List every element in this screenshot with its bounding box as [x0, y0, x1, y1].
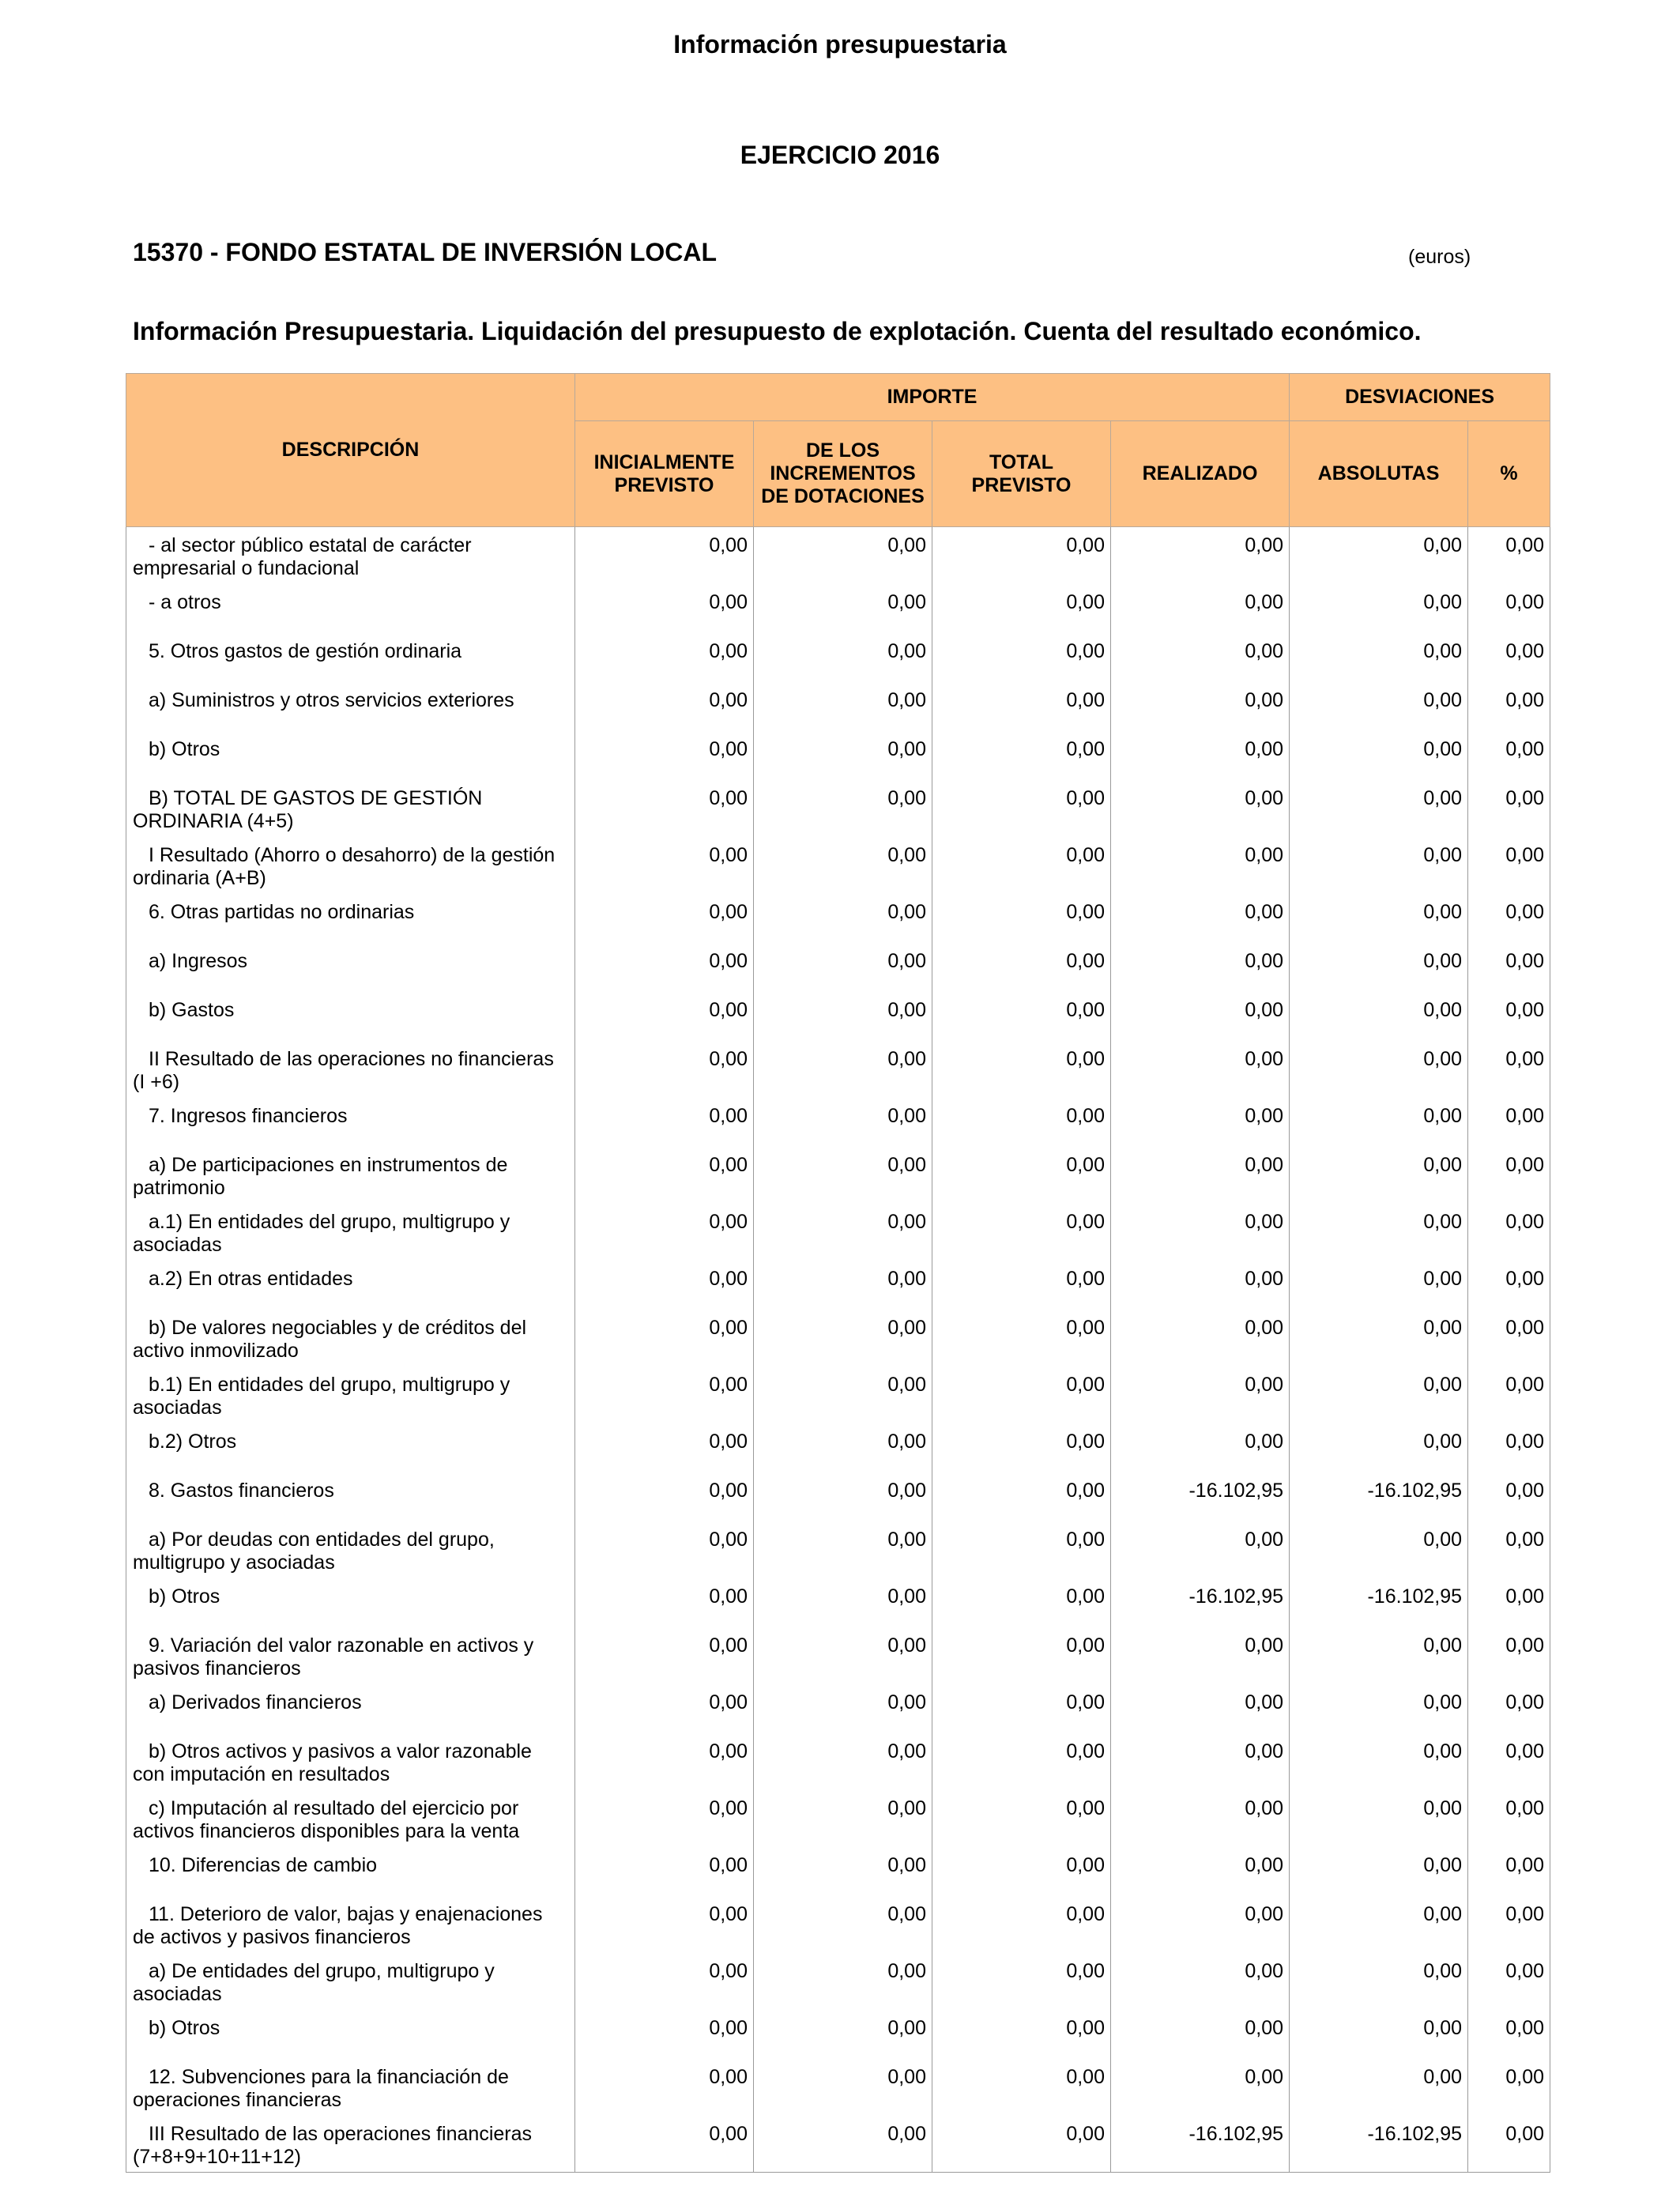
cell-inicialmente: 0,00 — [575, 1847, 754, 1896]
table-row — [126, 1310, 1550, 1367]
header-total-previsto: TOTAL PREVISTO — [932, 421, 1111, 527]
table-row — [126, 943, 1550, 992]
cell-incrementos: 0,00 — [754, 1423, 932, 1472]
cell-realizado: 0,00 — [1111, 1041, 1290, 1098]
table-row — [126, 837, 1550, 894]
cell-absolutas: 0,00 — [1290, 992, 1468, 1041]
cell-inicialmente: 0,00 — [575, 1733, 754, 1790]
cell-absolutas: 0,00 — [1290, 1953, 1468, 2010]
cell-realizado: 0,00 — [1111, 1098, 1290, 1147]
table-row — [126, 894, 1550, 943]
row-description: III Resultado de las operaciones financieras (7+8+9+10+11+12) — [126, 2116, 575, 2173]
cell-total-previsto: 0,00 — [932, 1896, 1111, 1953]
row-description: a) Derivados financieros — [126, 1684, 575, 1733]
cell-percent: 0,00 — [1468, 780, 1550, 837]
cell-inicialmente: 0,00 — [575, 1578, 754, 1627]
cell-inicialmente: 0,00 — [575, 1790, 754, 1847]
row-description: b.2) Otros — [126, 1423, 575, 1472]
row-description: b) Otros activos y pasivos a valor razonable con imputación en resultados — [126, 1733, 575, 1790]
table-row — [126, 992, 1550, 1041]
cell-total-previsto: 0,00 — [932, 527, 1111, 584]
cell-total-previsto: 0,00 — [932, 2116, 1111, 2173]
row-description: II Resultado de las operaciones no financieras (I +6) — [126, 1041, 575, 1098]
cell-total-previsto: 0,00 — [932, 1423, 1111, 1472]
cell-percent: 0,00 — [1468, 682, 1550, 731]
table-row — [126, 1896, 1550, 1953]
cell-inicialmente: 0,00 — [575, 780, 754, 837]
row-description: - a otros — [126, 584, 575, 633]
header-descripcion: DESCRIPCIÓN — [126, 374, 575, 527]
cell-total-previsto: 0,00 — [932, 1578, 1111, 1627]
cell-percent: 0,00 — [1468, 1684, 1550, 1733]
table-row — [126, 1953, 1550, 2010]
row-description: b) Otros — [126, 731, 575, 780]
cell-incrementos: 0,00 — [754, 682, 932, 731]
header-incrementos-dotaciones: DE LOS INCREMENTOS DE DOTACIONES — [754, 421, 932, 527]
cell-total-previsto: 0,00 — [932, 1790, 1111, 1847]
cell-total-previsto: 0,00 — [932, 1733, 1111, 1790]
table-row — [126, 1684, 1550, 1733]
cell-total-previsto: 0,00 — [932, 992, 1111, 1041]
cell-absolutas: 0,00 — [1290, 1261, 1468, 1310]
cell-inicialmente: 0,00 — [575, 1627, 754, 1684]
cell-total-previsto: 0,00 — [932, 1847, 1111, 1896]
cell-realizado: 0,00 — [1111, 1627, 1290, 1684]
cell-realizado: 0,00 — [1111, 633, 1290, 682]
cell-total-previsto: 0,00 — [932, 943, 1111, 992]
cell-inicialmente: 0,00 — [575, 2059, 754, 2116]
cell-absolutas: 0,00 — [1290, 1847, 1468, 1896]
row-description: 9. Variación del valor razonable en activos y pasivos financieros — [126, 1627, 575, 1684]
table-row — [126, 2059, 1550, 2116]
row-description: 6. Otras partidas no ordinarias — [126, 894, 575, 943]
row-description: a) De participaciones en instrumentos de patrimonio — [126, 1147, 575, 1204]
cell-realizado: -16.102,95 — [1111, 2116, 1290, 2173]
cell-percent: 0,00 — [1468, 2059, 1550, 2116]
row-description: 5. Otros gastos de gestión ordinaria — [126, 633, 575, 682]
table-row — [126, 633, 1550, 682]
cell-total-previsto: 0,00 — [932, 1204, 1111, 1261]
cell-absolutas: 0,00 — [1290, 682, 1468, 731]
cell-realizado: 0,00 — [1111, 2010, 1290, 2059]
cell-inicialmente: 0,00 — [575, 894, 754, 943]
cell-incrementos: 0,00 — [754, 1578, 932, 1627]
cell-inicialmente: 0,00 — [575, 1684, 754, 1733]
cell-percent: 0,00 — [1468, 1041, 1550, 1098]
table-row — [126, 584, 1550, 633]
header-absolutas: ABSOLUTAS — [1290, 421, 1468, 527]
cell-inicialmente: 0,00 — [575, 1204, 754, 1261]
cell-absolutas: 0,00 — [1290, 1204, 1468, 1261]
cell-total-previsto: 0,00 — [932, 1953, 1111, 2010]
row-description: b) De valores negociables y de créditos del activo inmovilizado — [126, 1310, 575, 1367]
cell-total-previsto: 0,00 — [932, 633, 1111, 682]
header-inicialmente-previsto: INICIALMENTE PREVISTO — [575, 421, 754, 527]
cell-total-previsto: 0,00 — [932, 1367, 1111, 1423]
cell-realizado: 0,00 — [1111, 1847, 1290, 1896]
row-description: - al sector público estatal de carácter empresarial o fundacional — [126, 527, 575, 584]
cell-realizado: 0,00 — [1111, 1423, 1290, 1472]
row-description: a.2) En otras entidades — [126, 1261, 575, 1310]
row-description: b) Gastos — [126, 992, 575, 1041]
cell-absolutas: 0,00 — [1290, 731, 1468, 780]
table-row — [126, 780, 1550, 837]
cell-inicialmente: 0,00 — [575, 2010, 754, 2059]
cell-absolutas: 0,00 — [1290, 1310, 1468, 1367]
cell-percent: 0,00 — [1468, 1733, 1550, 1790]
cell-absolutas: 0,00 — [1290, 584, 1468, 633]
cell-absolutas: 0,00 — [1290, 1423, 1468, 1472]
table-row — [126, 731, 1550, 780]
cell-incrementos: 0,00 — [754, 1684, 932, 1733]
table-row — [126, 1098, 1550, 1147]
cell-total-previsto: 0,00 — [932, 584, 1111, 633]
cell-percent: 0,00 — [1468, 1472, 1550, 1521]
row-description: B) TOTAL DE GASTOS DE GESTIÓN ORDINARIA (4+5) — [126, 780, 575, 837]
cell-percent: 0,00 — [1468, 992, 1550, 1041]
cell-incrementos: 0,00 — [754, 1041, 932, 1098]
table-row — [126, 1627, 1550, 1684]
cell-absolutas: -16.102,95 — [1290, 2116, 1468, 2173]
cell-absolutas: -16.102,95 — [1290, 1472, 1468, 1521]
cell-incrementos: 0,00 — [754, 1733, 932, 1790]
cell-realizado: 0,00 — [1111, 1521, 1290, 1578]
cell-total-previsto: 0,00 — [932, 682, 1111, 731]
cell-incrementos: 0,00 — [754, 837, 932, 894]
cell-percent: 0,00 — [1468, 527, 1550, 584]
cell-inicialmente: 0,00 — [575, 1310, 754, 1367]
cell-total-previsto: 0,00 — [932, 2010, 1111, 2059]
row-description: a.1) En entidades del grupo, multigrupo y asociadas — [126, 1204, 575, 1261]
cell-incrementos: 0,00 — [754, 780, 932, 837]
cell-absolutas: 0,00 — [1290, 1896, 1468, 1953]
cell-realizado: 0,00 — [1111, 1896, 1290, 1953]
cell-percent: 0,00 — [1468, 1578, 1550, 1627]
cell-realizado: 0,00 — [1111, 682, 1290, 731]
cell-absolutas: 0,00 — [1290, 1790, 1468, 1847]
cell-total-previsto: 0,00 — [932, 1147, 1111, 1204]
cell-realizado: 0,00 — [1111, 943, 1290, 992]
cell-percent: 0,00 — [1468, 731, 1550, 780]
cell-incrementos: 0,00 — [754, 1953, 932, 2010]
cell-inicialmente: 0,00 — [575, 584, 754, 633]
cell-incrementos: 0,00 — [754, 584, 932, 633]
cell-inicialmente: 0,00 — [575, 992, 754, 1041]
cell-incrementos: 0,00 — [754, 2010, 932, 2059]
cell-realizado: 0,00 — [1111, 837, 1290, 894]
cell-incrementos: 0,00 — [754, 1261, 932, 1310]
table-row — [126, 1261, 1550, 1310]
cell-inicialmente: 0,00 — [575, 1367, 754, 1423]
row-description: 8. Gastos financieros — [126, 1472, 575, 1521]
cell-incrementos: 0,00 — [754, 1790, 932, 1847]
table-row — [126, 1204, 1550, 1261]
row-description: a) Ingresos — [126, 943, 575, 992]
row-description: I Resultado (Ahorro o desahorro) de la gestión ordinaria (A+B) — [126, 837, 575, 894]
cell-inicialmente: 0,00 — [575, 1098, 754, 1147]
header-percent: % — [1468, 421, 1550, 527]
cell-total-previsto: 0,00 — [932, 1098, 1111, 1147]
cell-percent: 0,00 — [1468, 1847, 1550, 1896]
cell-realizado: 0,00 — [1111, 1261, 1290, 1310]
cell-percent: 0,00 — [1468, 943, 1550, 992]
cell-absolutas: 0,00 — [1290, 894, 1468, 943]
cell-incrementos: 0,00 — [754, 2059, 932, 2116]
cell-realizado: 0,00 — [1111, 731, 1290, 780]
budget-table — [126, 373, 1550, 2173]
cell-realizado: 0,00 — [1111, 1733, 1290, 1790]
cell-absolutas: 0,00 — [1290, 943, 1468, 992]
cell-realizado: 0,00 — [1111, 992, 1290, 1041]
cell-absolutas: 0,00 — [1290, 837, 1468, 894]
cell-realizado: 0,00 — [1111, 1367, 1290, 1423]
cell-percent: 0,00 — [1468, 1521, 1550, 1578]
cell-absolutas: 0,00 — [1290, 1147, 1468, 1204]
cell-incrementos: 0,00 — [754, 1367, 932, 1423]
cell-absolutas: 0,00 — [1290, 1367, 1468, 1423]
cell-incrementos: 0,00 — [754, 1098, 932, 1147]
cell-realizado: 0,00 — [1111, 1684, 1290, 1733]
table-row — [126, 1847, 1550, 1896]
row-description: 7. Ingresos financieros — [126, 1098, 575, 1147]
cell-incrementos: 0,00 — [754, 1896, 932, 1953]
cell-percent: 0,00 — [1468, 1367, 1550, 1423]
row-description: 12. Subvenciones para la financiación de operaciones financieras — [126, 2059, 575, 2116]
cell-absolutas: 0,00 — [1290, 1733, 1468, 1790]
cell-incrementos: 0,00 — [754, 1147, 932, 1204]
table-row — [126, 682, 1550, 731]
cell-realizado: 0,00 — [1111, 584, 1290, 633]
cell-percent: 0,00 — [1468, 584, 1550, 633]
cell-total-previsto: 0,00 — [932, 1310, 1111, 1367]
cell-total-previsto: 0,00 — [932, 780, 1111, 837]
table-row — [126, 2010, 1550, 2059]
page-title: Información presupuestaria — [673, 30, 1007, 58]
cell-realizado: -16.102,95 — [1111, 1578, 1290, 1627]
table-row — [126, 1367, 1550, 1423]
cell-percent: 0,00 — [1468, 837, 1550, 894]
row-description: b.1) En entidades del grupo, multigrupo y asociadas — [126, 1367, 575, 1423]
cell-percent: 0,00 — [1468, 1627, 1550, 1684]
row-description: b) Otros — [126, 1578, 575, 1627]
cell-percent: 0,00 — [1468, 1953, 1550, 2010]
cell-absolutas: 0,00 — [1290, 780, 1468, 837]
cell-total-previsto: 0,00 — [932, 1521, 1111, 1578]
cell-percent: 0,00 — [1468, 2010, 1550, 2059]
cell-inicialmente: 0,00 — [575, 1041, 754, 1098]
cell-realizado: -16.102,95 — [1111, 1472, 1290, 1521]
cell-total-previsto: 0,00 — [932, 1627, 1111, 1684]
table-row — [126, 1733, 1550, 1790]
cell-inicialmente: 0,00 — [575, 1521, 754, 1578]
cell-percent: 0,00 — [1468, 633, 1550, 682]
cell-inicialmente: 0,00 — [575, 527, 754, 584]
cell-realizado: 0,00 — [1111, 1790, 1290, 1847]
cell-percent: 0,00 — [1468, 1261, 1550, 1310]
cell-absolutas: 0,00 — [1290, 1098, 1468, 1147]
entity-heading: 15370 - FONDO ESTATAL DE INVERSIÓN LOCAL — [133, 238, 718, 266]
cell-incrementos: 0,00 — [754, 2116, 932, 2173]
cell-absolutas: 0,00 — [1290, 1627, 1468, 1684]
table-row — [126, 1578, 1550, 1627]
header-desviaciones: DESVIACIONES — [1290, 374, 1550, 421]
cell-total-previsto: 0,00 — [932, 731, 1111, 780]
cell-absolutas: 0,00 — [1290, 1521, 1468, 1578]
cell-inicialmente: 0,00 — [575, 943, 754, 992]
table-row — [126, 527, 1550, 584]
cell-percent: 0,00 — [1468, 2116, 1550, 2173]
cell-incrementos: 0,00 — [754, 1627, 932, 1684]
cell-realizado: 0,00 — [1111, 527, 1290, 584]
cell-inicialmente: 0,00 — [575, 1261, 754, 1310]
row-description: b) Otros — [126, 2010, 575, 2059]
cell-percent: 0,00 — [1468, 894, 1550, 943]
cell-percent: 0,00 — [1468, 1310, 1550, 1367]
cell-inicialmente: 0,00 — [575, 1472, 754, 1521]
cell-total-previsto: 0,00 — [932, 1472, 1111, 1521]
cell-absolutas: 0,00 — [1290, 1684, 1468, 1733]
cell-inicialmente: 0,00 — [575, 2116, 754, 2173]
cell-total-previsto: 0,00 — [932, 1041, 1111, 1098]
row-description: a) Suministros y otros servicios exteriores — [126, 682, 575, 731]
cell-realizado: 0,00 — [1111, 780, 1290, 837]
cell-inicialmente: 0,00 — [575, 1953, 754, 2010]
cell-absolutas: 0,00 — [1290, 2059, 1468, 2116]
exercise-heading: EJERCICIO 2016 — [740, 141, 940, 169]
report-subtitle: Información Presupuestaria. Liquidación del presupuesto de explotación. Cuenta del resultado económico. — [133, 317, 1422, 345]
table-row — [126, 1041, 1550, 1098]
cell-realizado: 0,00 — [1111, 2059, 1290, 2116]
row-description: 10. Diferencias de cambio — [126, 1847, 575, 1896]
cell-total-previsto: 0,00 — [932, 2059, 1111, 2116]
cell-absolutas: 0,00 — [1290, 527, 1468, 584]
table-row — [126, 2116, 1550, 2173]
header-importe: IMPORTE — [575, 374, 1290, 421]
cell-percent: 0,00 — [1468, 1204, 1550, 1261]
cell-incrementos: 0,00 — [754, 1847, 932, 1896]
row-description: c) Imputación al resultado del ejercicio por activos financieros disponibles para la venta — [126, 1790, 575, 1847]
cell-incrementos: 0,00 — [754, 731, 932, 780]
cell-incrementos: 0,00 — [754, 527, 932, 584]
cell-realizado: 0,00 — [1111, 1204, 1290, 1261]
cell-inicialmente: 0,00 — [575, 1896, 754, 1953]
cell-absolutas: 0,00 — [1290, 2010, 1468, 2059]
row-description: 11. Deterioro de valor, bajas y enajenaciones de activos y pasivos financieros — [126, 1896, 575, 1953]
row-description: a) Por deudas con entidades del grupo, multigrupo y asociadas — [126, 1521, 575, 1578]
cell-percent: 0,00 — [1468, 1098, 1550, 1147]
cell-incrementos: 0,00 — [754, 943, 932, 992]
cell-percent: 0,00 — [1468, 1896, 1550, 1953]
cell-inicialmente: 0,00 — [575, 633, 754, 682]
cell-percent: 0,00 — [1468, 1147, 1550, 1204]
cell-realizado: 0,00 — [1111, 1147, 1290, 1204]
cell-incrementos: 0,00 — [754, 1472, 932, 1521]
units-label: (euros) — [1408, 246, 1471, 268]
row-description: a) De entidades del grupo, multigrupo y asociadas — [126, 1953, 575, 2010]
table-row — [126, 1790, 1550, 1847]
table-row — [126, 1147, 1550, 1204]
cell-incrementos: 0,00 — [754, 1310, 932, 1367]
cell-absolutas: 0,00 — [1290, 1041, 1468, 1098]
cell-inicialmente: 0,00 — [575, 731, 754, 780]
cell-percent: 0,00 — [1468, 1790, 1550, 1847]
cell-realizado: 0,00 — [1111, 1953, 1290, 2010]
cell-total-previsto: 0,00 — [932, 1261, 1111, 1310]
cell-realizado: 0,00 — [1111, 894, 1290, 943]
cell-inicialmente: 0,00 — [575, 682, 754, 731]
cell-absolutas: 0,00 — [1290, 633, 1468, 682]
cell-incrementos: 0,00 — [754, 633, 932, 682]
table-body — [126, 527, 1550, 2173]
header-realizado: REALIZADO — [1111, 421, 1290, 527]
cell-inicialmente: 0,00 — [575, 837, 754, 894]
cell-incrementos: 0,00 — [754, 1521, 932, 1578]
cell-incrementos: 0,00 — [754, 1204, 932, 1261]
cell-percent: 0,00 — [1468, 1423, 1550, 1472]
table-row — [126, 1423, 1550, 1472]
cell-inicialmente: 0,00 — [575, 1147, 754, 1204]
cell-total-previsto: 0,00 — [932, 894, 1111, 943]
cell-incrementos: 0,00 — [754, 894, 932, 943]
table-row — [126, 1521, 1550, 1578]
cell-incrementos: 0,00 — [754, 992, 932, 1041]
cell-inicialmente: 0,00 — [575, 1423, 754, 1472]
cell-total-previsto: 0,00 — [932, 837, 1111, 894]
cell-absolutas: -16.102,95 — [1290, 1578, 1468, 1627]
cell-realizado: 0,00 — [1111, 1310, 1290, 1367]
table-row — [126, 1472, 1550, 1521]
cell-total-previsto: 0,00 — [932, 1684, 1111, 1733]
